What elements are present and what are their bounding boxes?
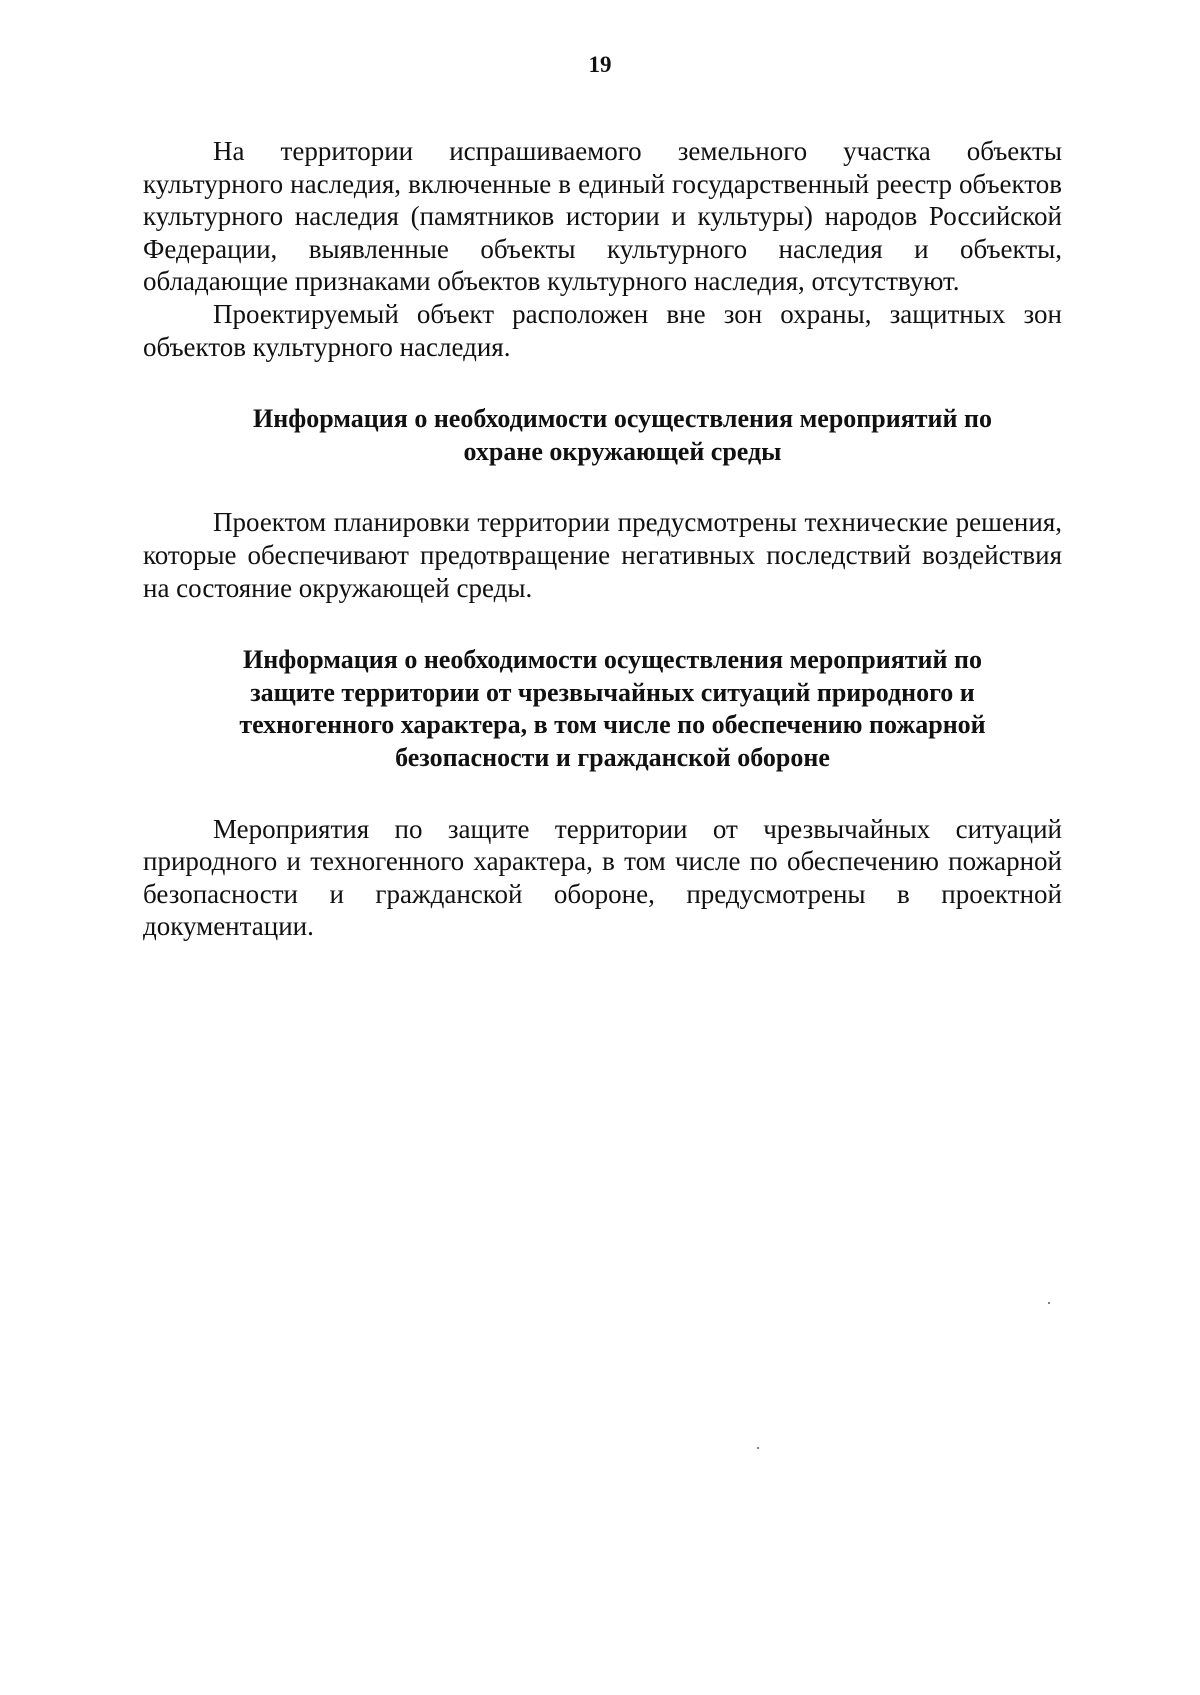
scan-speck: [1048, 1302, 1050, 1304]
page-content: [143, 135, 1062, 943]
heading-line: Информация о необходимости осуществления мероприятий по: [253, 404, 992, 434]
paragraph-emergency-measures: Мероприятия по защите территории от чрезвычайных ситуаций природного и техногенного характера, в том числе по обеспечению пожарной безопасности и гражданской обороне, предусмотрены в проектной документации.: [143, 813, 1062, 942]
heading-line: Информация о необходимости осуществления мероприятий по: [243, 645, 982, 675]
scan-speck: [757, 1447, 759, 1449]
paragraph-technical-solutions: Проектом планировки территории предусмотрены технические решения, которые обеспечивают предотвращение негативных последствий воздействия на состояние окружающей среды.: [143, 507, 1062, 603]
heading-line: безопасности и гражданской обороне: [395, 742, 830, 772]
page-number: 19: [588, 52, 612, 77]
paragraph-protection-zones: Проектируемый объект расположен вне зон охраны, защитных зон объектов культурного наследия.: [143, 298, 1062, 362]
heading-line: охране окружающей среды: [463, 436, 782, 466]
heading-environment-protection: [143, 403, 1062, 468]
heading-line: защите территории от чрезвычайных ситуаций природного и: [250, 677, 975, 707]
heading-line: техногенного характера, в том числе по обеспечению пожарной: [239, 710, 986, 740]
heading-emergency-protection: [143, 644, 1062, 774]
paragraph-cultural-heritage: На территории испрашиваемого земельного участка объекты культурного наследия, включенные в единый государственный реестр объектов культурного наследия (памятников истории и культуры) народов Российской Федерации, выявленные объекты культурного наследия и объекты, обладающие признаками объектов культурного наследия, отсутствуют.: [143, 136, 1062, 297]
